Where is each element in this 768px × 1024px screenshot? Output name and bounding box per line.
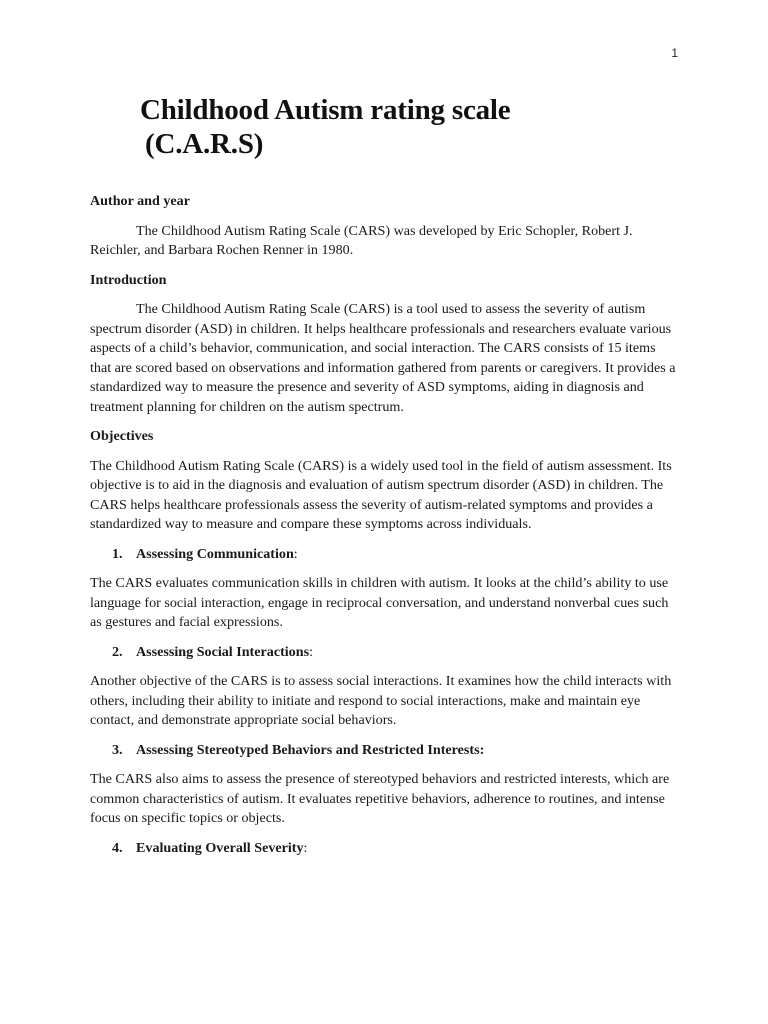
document-body [90,192,680,858]
list-item-number: 2. [112,643,123,660]
list-item-suffix: : [309,643,313,660]
list-item-paragraph: The CARS evaluates communication skills in children with autism. It looks at the child’s ability to use language for social interaction, engage in reciprocal conversation, and understand nonverbal cues such as gestures and facial expressions. [90,575,669,630]
list-item-label: Assessing Social Interactions [136,643,310,660]
page-number: 1 [671,46,678,60]
list-item-number: 4. [112,839,123,856]
list-item-suffix: : [303,839,308,856]
list-item-number: 1. [112,545,123,562]
section-heading-author: Author and year [90,193,190,209]
paragraph-author: The Childhood Autism Rating Scale (CARS) was developed by Eric Schopler, Robert J. Reichler, and Barbara Rochen Renner in 1980. [90,222,633,258]
list-item-paragraph: Another objective of the CARS is to assess social interactions. It examines how the child interacts with others, including their ability to initiate and respond to social interactions, make and maintain eye contact, and demonstrate appropriate social behaviors. [90,673,672,728]
list-item-heading [90,839,680,859]
section-heading-objectives: Objectives [90,428,154,444]
list-item-label: Assessing Communication [136,545,294,562]
list-item-number: 3. [112,741,123,758]
paragraph-introduction: The Childhood Autism Rating Scale (CARS) is a tool used to assess the severity of autism spectrum disorder (ASD) in children. It helps healthcare professionals and researchers evaluate various aspects of a child’s behavior, communication, and social interaction. The CARS consists of 15 items that are scored based on observations and information gathered from parents or caregivers. It provides a standardized way to measure the presence and severity of ASD symptoms, aiding in diagnosis and treatment planning for children on the autism spectrum. [90,301,676,415]
list-item-label: Assessing Stereotyped Behaviors and Restricted Interests: [136,741,485,758]
list-item-heading [90,741,680,761]
list-item-suffix: : [293,545,298,562]
list-item-label: Evaluating Overall Severity [136,839,304,856]
title-line-1: Childhood Autism rating scale [140,94,511,126]
document-title [140,93,660,161]
paragraph-objectives: The Childhood Autism Rating Scale (CARS) is a widely used tool in the field of autism assessment. Its objective is to aid in the diagnosis and evaluation of autism spectrum disorder (ASD) in children. The CARS helps healthcare professionals assess the severity of autism-related symptoms and provides a standardized way to measure and compare these symptoms across individuals. [90,457,672,532]
list-item-heading [90,643,680,663]
list-item-heading [90,545,680,565]
title-line-2: (C.A.R.S) [145,128,264,160]
list-item-paragraph: The CARS also aims to assess the presence of stereotyped behaviors and restricted interests, which are common characteristics of autism. It evaluates repetitive behaviors, adherence to routines, and intense focus on specific topics or objects. [90,771,670,826]
section-heading-introduction: Introduction [90,271,167,288]
